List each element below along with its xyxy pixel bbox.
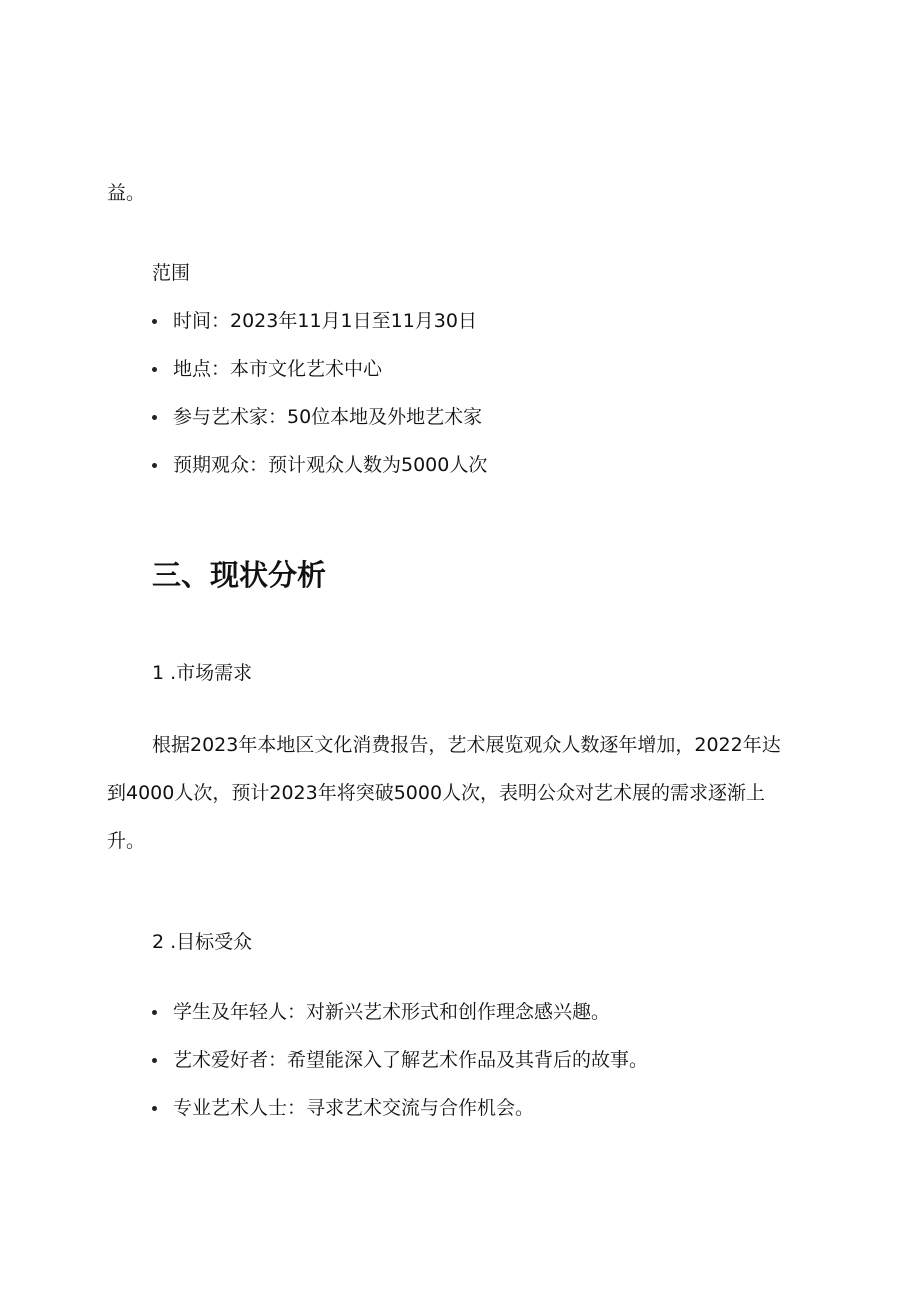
bullet-icon — [152, 1058, 157, 1063]
bullet-icon — [152, 319, 157, 324]
subsection-title-target-audience: 2 .目标受众 — [152, 931, 253, 953]
scope-item-text: 时间：2023年11月1日至11月30日 — [173, 310, 477, 332]
audience-item-text: 艺术爱好者：希望能深入了解艺术作品及其背后的故事。 — [173, 1049, 649, 1071]
paragraph-line: 到4000人次，预计2023年将突破5000人次，表明公众对艺术展的需求逐渐上 — [107, 782, 766, 804]
audience-item-text: 专业艺术人士：寻求艺术交流与合作机会。 — [173, 1097, 535, 1119]
subsection-title-market-demand: 1 .市场需求 — [152, 662, 253, 684]
section-heading: 三、现状分析 — [152, 558, 327, 592]
scope-heading: 范围 — [152, 262, 191, 284]
bullet-icon — [152, 1010, 157, 1015]
bullet-icon — [152, 1106, 157, 1111]
paragraph-fragment: 益。 — [107, 182, 146, 204]
scope-item-text: 参与艺术家：50位本地及外地艺术家 — [173, 406, 483, 428]
scope-item-location — [152, 357, 382, 381]
paragraph-line: 升。 — [107, 830, 146, 852]
audience-item-enthusiasts — [152, 1048, 648, 1072]
audience-item-professionals — [152, 1096, 534, 1120]
scope-item-time — [152, 309, 477, 333]
scope-item-text: 预期观众：预计观众人数为5000人次 — [173, 454, 488, 476]
scope-item-text: 地点：本市文化艺术中心 — [173, 358, 383, 380]
paragraph-line: 根据2023年本地区文化消费报告，艺术展览观众人数逐年增加，2022年达 — [152, 734, 781, 756]
audience-item-text: 学生及年轻人：对新兴艺术形式和创作理念感兴趣。 — [173, 1001, 611, 1023]
bullet-icon — [152, 367, 157, 372]
scope-item-artists — [152, 405, 482, 429]
bullet-icon — [152, 463, 157, 468]
audience-item-students — [152, 1000, 610, 1024]
scope-item-audience — [152, 453, 487, 477]
bullet-icon — [152, 415, 157, 420]
